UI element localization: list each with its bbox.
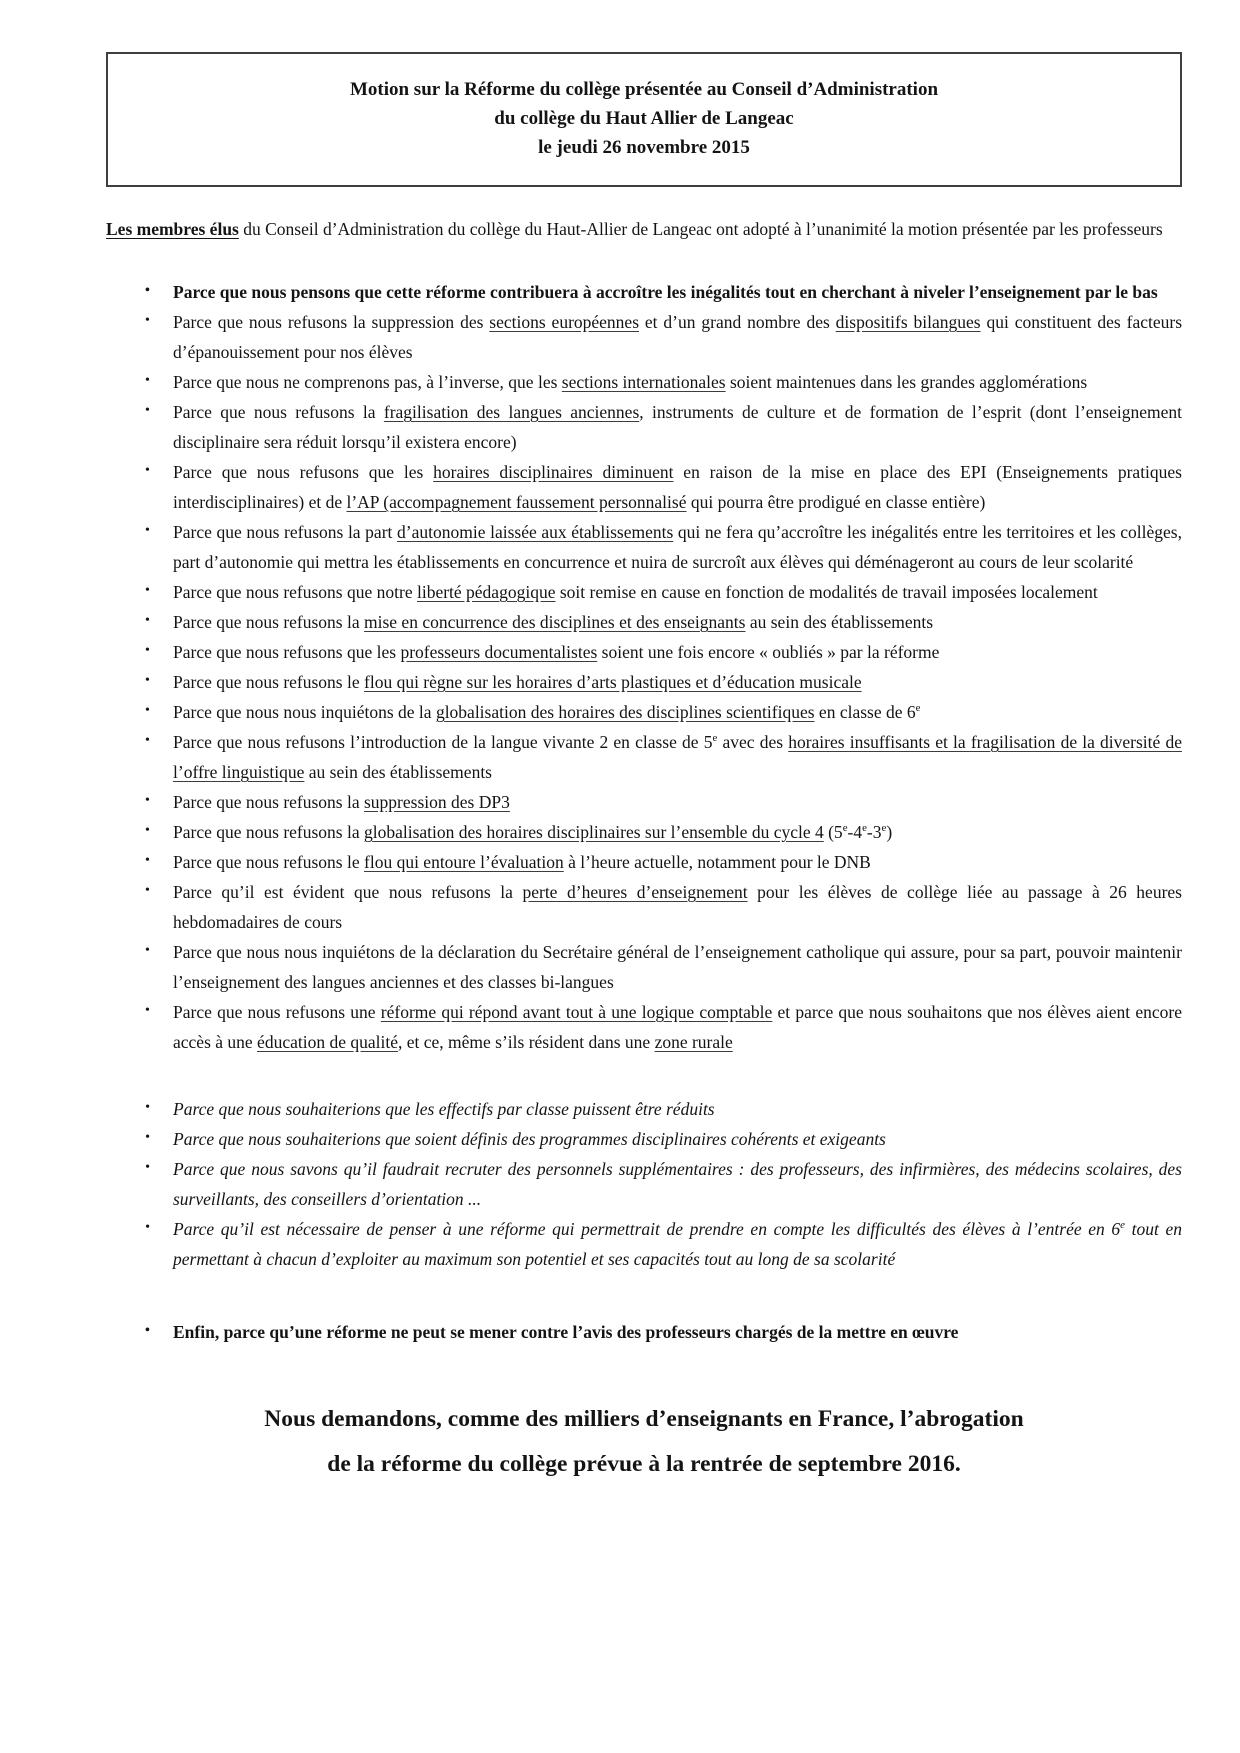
list-item [144, 457, 1182, 517]
bullet-marker: • [145, 523, 150, 538]
bullet-text: Parce que nous savons qu’il faudrait recruter des personnels supplémentaires : des professeurs, des infirmières, des médecins scolaires, des surveillants, des conseillers d’orientation ... [173, 1159, 1182, 1209]
list-item [144, 577, 1182, 607]
list-item [144, 877, 1182, 937]
intro-rest: du Conseil d’Administration du collège du Haut-Allier de Langeac ont adopté à l’unanimité la motion présentée par les professeurs [238, 219, 1163, 239]
list-item [144, 937, 1182, 997]
bullet-marker: • [145, 673, 150, 688]
bullet-marker: • [145, 1220, 150, 1235]
list-item [144, 847, 1182, 877]
bullet-text: Parce que nous refusons la suppression des DP3 [173, 792, 510, 812]
bullet-marker: • [145, 373, 150, 388]
list-item [144, 997, 1182, 1057]
bullet-text: Parce que nous souhaiterions que les effectifs par classe puissent être réduits [173, 1099, 715, 1119]
bullet-text: Parce qu’il est évident que nous refusons la perte d’heures d’enseignement pour les élèves de collège liée au passage à 26 heures hebdomadaires de cours [173, 882, 1182, 932]
list-item [144, 667, 1182, 697]
list-item [144, 1214, 1182, 1274]
bullet-text: Parce que nous refusons la fragilisation des langues anciennes, instruments de culture et de formation de l’esprit (dont l’enseignement disciplinaire sera réduit lorsqu’il existera encore) [173, 402, 1182, 452]
title-line-3: le jeudi 26 novembre 2015 [538, 137, 750, 158]
conclusion-line-2: de la réforme du collège prévue à la rentrée de septembre 2016. [327, 1451, 961, 1477]
list-item [144, 1124, 1182, 1154]
intro-lead: Les membres élus [106, 219, 239, 239]
bullet-text: Parce que nous refusons la part d’autonomie laissée aux établissements qui ne fera qu’accroître les inégalités entre les territoires et les collèges, part d’autonomie qui mettra les établissements en concurrence et nuira de surcroît aux élèves qui déménageront au cours de leur scolarité [173, 522, 1182, 572]
title-line-2: du collège du Haut Allier de Langeac [494, 108, 794, 129]
bullet-text: Parce que nous refusons que notre liberté pédagogique soit remise en cause en fonction de modalités de travail imposées localement [173, 582, 1098, 602]
bullet-marker: • [145, 703, 150, 718]
bullet-text: Parce que nous nous inquiétons de la déclaration du Secrétaire général de l’enseignement catholique qui assure, pour sa part, pouvoir maintenir l’enseignement des langues anciennes et des classes bi-langues [173, 942, 1182, 992]
bullet-text: Enfin, parce qu’une réforme ne peut se mener contre l’avis des professeurs chargés de la mettre en œuvre [173, 1322, 959, 1342]
bullet-marker: • [145, 403, 150, 418]
bullet-marker: • [145, 463, 150, 478]
bullet-text: Parce que nous refusons une réforme qui répond avant tout à une logique comptable et parce que nous souhaitons que nos élèves aient encore accès à une éducation de qualité, et ce, même s’ils résident dans une zone rurale [173, 1002, 1182, 1052]
bullet-marker: • [145, 1100, 150, 1115]
bullet-marker: • [145, 1130, 150, 1145]
bullet-text: Parce que nous refusons le flou qui entoure l’évaluation à l’heure actuelle, notamment pour le DNB [173, 852, 871, 872]
list-item [144, 637, 1182, 667]
bullet-marker: • [145, 793, 150, 808]
list-item [144, 817, 1182, 847]
bullet-text: Parce que nous nous inquiétons de la globalisation des horaires des disciplines scientifiques en classe de 6e [173, 702, 921, 722]
list-item [144, 277, 1182, 307]
list-item [144, 727, 1182, 787]
bullet-text: Parce que nous refusons la suppression des sections européennes et d’un grand nombre des dispositifs bilangues qui constituent des facteurs d’épanouissement pour nos élèves [173, 312, 1182, 362]
list-item [144, 367, 1182, 397]
bullet-marker: • [145, 583, 150, 598]
bullet-text: Parce que nous souhaiterions que soient définis des programmes disciplinaires cohérents et exigeants [173, 1129, 886, 1149]
bullet-text: Parce qu’il est nécessaire de penser à une réforme qui permettrait de prendre en compte les difficultés des élèves à l’entrée en 6e tout en permettant à chacun d’exploiter au maximum son potentiel et ses capacités tout au long de sa scolarité [173, 1219, 1182, 1269]
bullet-marker: • [145, 1003, 150, 1018]
list-item [144, 307, 1182, 367]
bullet-marker: • [145, 313, 150, 328]
title-line-1: Motion sur la Réforme du collège présentée au Conseil d’Administration [349, 79, 939, 100]
bullet-marker: • [145, 613, 150, 628]
bullet-text: Parce que nous refusons que les professeurs documentalistes soient une fois encore « oubliés » par la réforme [173, 642, 940, 662]
bullet-text: Parce que nous ne comprenons pas, à l’inverse, que les sections internationales soient maintenues dans les grandes agglomérations [173, 372, 1088, 392]
conclusion-line-1: Nous demandons, comme des milliers d’enseignants en France, l’abrogation [264, 1406, 1024, 1432]
bullet-marker: • [145, 853, 150, 868]
list-item [144, 697, 1182, 727]
list-item [144, 787, 1182, 817]
list-item [144, 397, 1182, 457]
list-item [144, 1094, 1182, 1124]
bullet-text: Parce que nous refusons le flou qui règne sur les horaires d’arts plastiques et d’éducation musicale [173, 672, 862, 692]
bullet-text: Parce que nous refusons l’introduction de la langue vivante 2 en classe de 5e avec des horaires insuffisants et la fragilisation de la diversité de l’offre linguistique au sein des établissements [173, 732, 1182, 782]
list-item [144, 517, 1182, 577]
bullet-text: Parce que nous refusons la mise en concurrence des disciplines et des enseignants au sein des établissements [173, 612, 934, 632]
bullet-marker: • [145, 1160, 150, 1175]
conclusion [106, 1397, 1182, 1487]
bullet-marker: • [145, 643, 150, 658]
title-box [106, 52, 1182, 187]
bullet-text: Parce que nous refusons la globalisation des horaires disciplinaires sur l’ensemble du cycle 4 (5e-4e-3e) [173, 822, 893, 842]
list-item [144, 1154, 1182, 1214]
bullet-marker: • [145, 823, 150, 838]
bullet-marker: • [145, 733, 150, 748]
bullet-marker: • [145, 883, 150, 898]
bullet-text: Parce que nous pensons que cette réforme contribuera à accroître les inégalités tout en cherchant à niveler l’enseignement par le bas [173, 282, 1158, 302]
bullet-marker: • [145, 1323, 150, 1338]
intro-paragraph [106, 214, 1182, 244]
list-item [144, 607, 1182, 637]
bullet-text: Parce que nous refusons que les horaires disciplinaires diminuent en raison de la mise en place des EPI (Enseignements pratiques interdisciplinaires) et de l’AP (accompagnement faussement personnalisé qui pourra être prodigué en classe entière) [173, 462, 1182, 512]
list-item [144, 1317, 1182, 1347]
bullet-list [106, 277, 1182, 1347]
bullet-marker: • [145, 943, 150, 958]
bullet-marker: • [145, 283, 150, 298]
